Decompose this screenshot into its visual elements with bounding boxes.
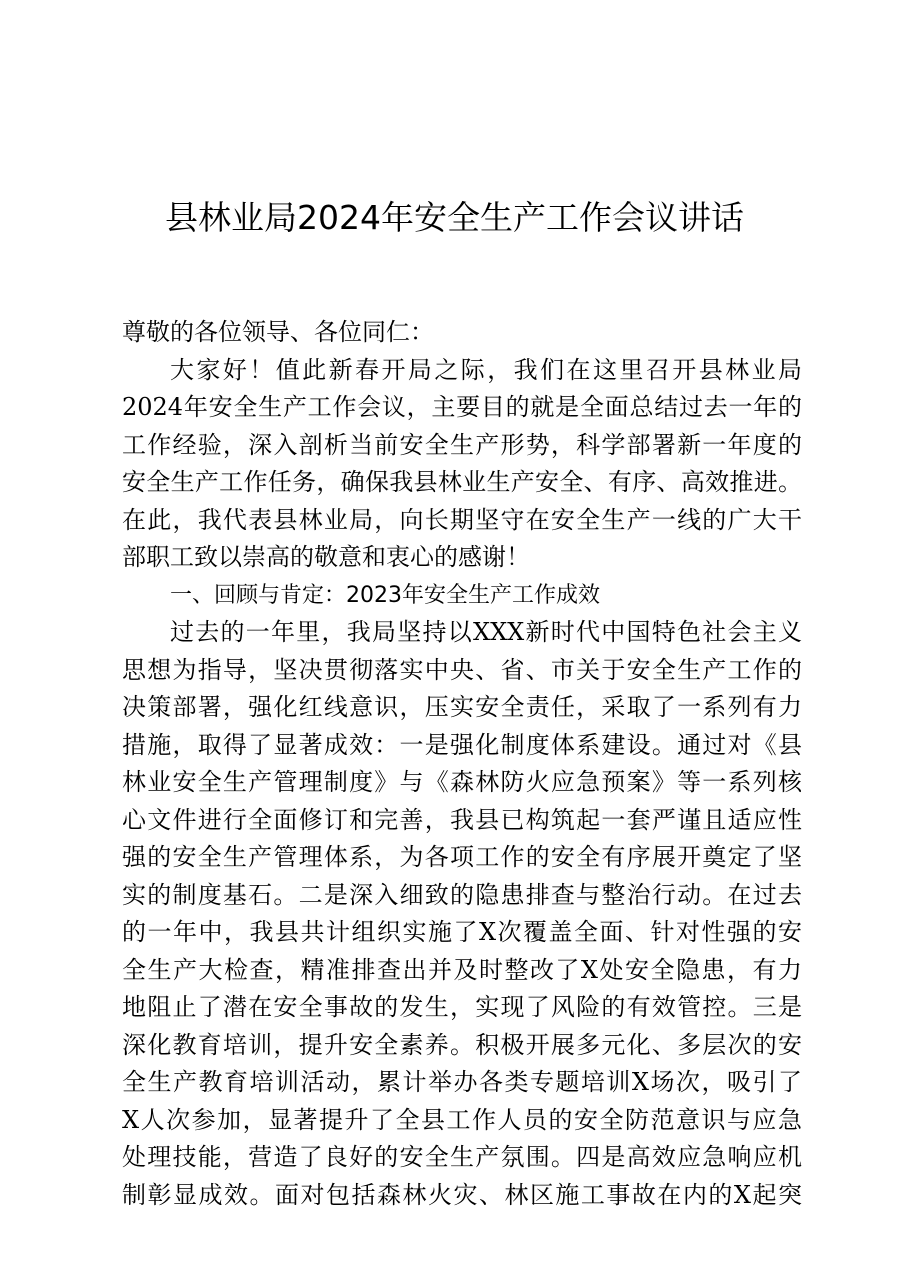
body-line: 措施，取得了显著成效：一是强化制度体系建设。通过对《县 — [122, 730, 802, 759]
body-line: 林业安全生产管理制度》与《森林防火应急预案》等一系列核 — [122, 768, 802, 796]
body-line: 制彰显成效。面对包括森林火灾、林区施工事故在内的X起突 — [122, 1180, 802, 1209]
document-body — [122, 314, 802, 1214]
body-line: 思想为指导，坚决贯彻落实中央、省、市关于安全生产工作的 — [122, 655, 802, 684]
body-line: 处理技能，营造了良好的安全生产氛围。四是高效应急响应机 — [122, 1143, 802, 1171]
body-line: 强的安全生产管理体系，为各项工作的安全有序展开奠定了坚 — [122, 843, 802, 871]
body-line: X人次参加，显著提升了全县工作人员的安全防范意识与应急 — [122, 1105, 802, 1134]
body-line: 全生产教育培训活动，累计举办各类专题培训X场次，吸引了 — [122, 1068, 802, 1096]
body-line: 部职工致以崇高的敬意和衷心的感谢！ — [122, 543, 530, 571]
body-line: 2024年安全生产工作会议，主要目的就是全面总结过去一年的 — [122, 393, 802, 421]
body-line: 地阻止了潜在安全事故的发生，实现了风险的有效管控。三是 — [122, 993, 802, 1021]
body-line: 大家好！值此新春开局之际，我们在这里召开县林业局 — [170, 355, 802, 384]
document-title: 县林业局2024年安全生产工作会议讲话 — [165, 198, 744, 237]
body-line: 过去的一年里，我局坚持以XXX新时代中国特色社会主义 — [170, 618, 802, 646]
body-line: 心文件进行全面修订和完善，我县已构筑起一套严谨且适应性 — [122, 805, 802, 834]
body-line: 决策部署，强化红线意识，压实安全责任，采取了一系列有力 — [122, 693, 802, 721]
body-line: 在此，我代表县林业局，向长期坚守在安全生产一线的广大干 — [122, 505, 802, 534]
body-line: 深化教育培训，提升安全素养。积极开展多元化、多层次的安 — [122, 1030, 802, 1059]
body-line: 实的制度基石。二是深入细致的隐患排查与整治行动。在过去 — [122, 880, 802, 909]
salutation-line: 尊敬的各位领导、各位同仁： — [122, 318, 434, 346]
body-line: 工作经验，深入剖析当前安全生产形势，科学部署新一年度的 — [122, 430, 802, 459]
section-heading: 一、回顾与肯定：2023年安全生产工作成效 — [170, 582, 600, 608]
body-line: 的一年中，我县共计组织实施了X次覆盖全面、针对性强的安 — [122, 918, 802, 946]
body-line: 安全生产工作任务，确保我县林业生产安全、有序、高效推进。 — [122, 468, 802, 496]
body-line: 全生产大检查，精准排查出并及时整改了X处安全隐患，有力 — [122, 955, 802, 984]
